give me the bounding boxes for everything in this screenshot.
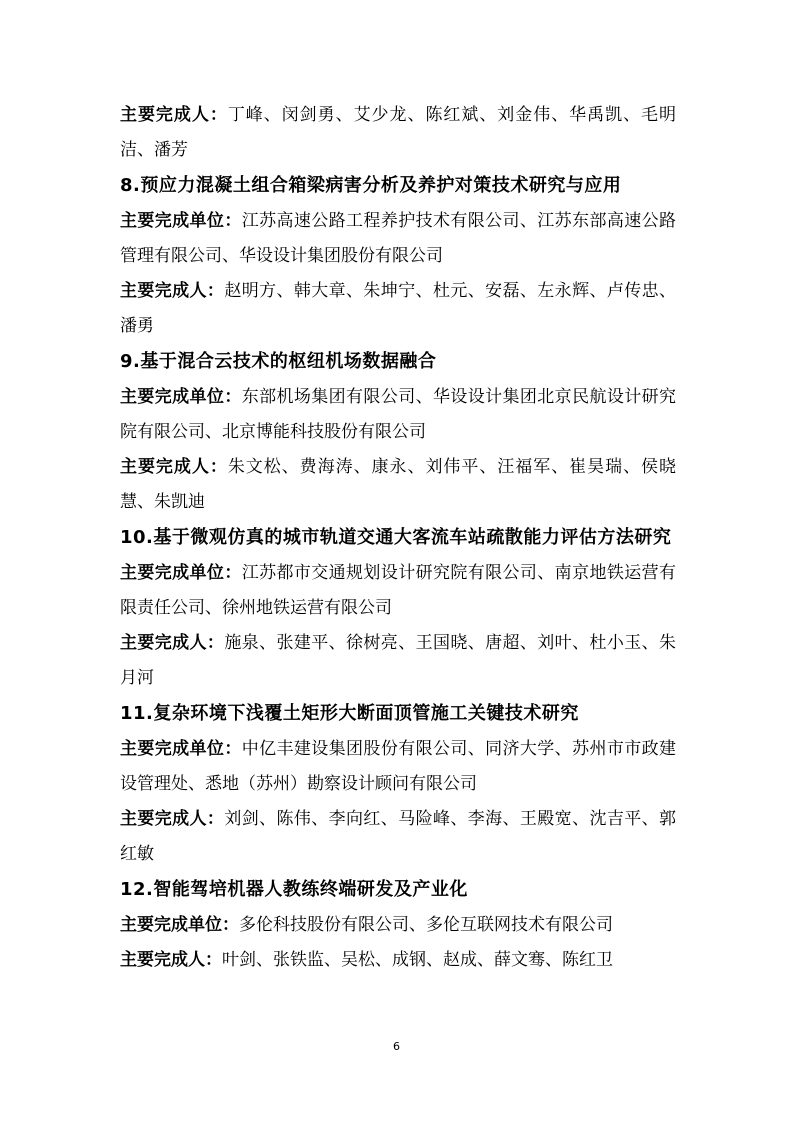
- people-list: 施泉、张建平、徐树亮、王国晓、唐超、刘叶、杜小玉、朱月河: [120, 633, 677, 688]
- page-number: 6: [393, 1040, 400, 1053]
- units-list: 中亿丰建设集团股份有限公司、同济大学、苏州市市政建设管理处、悉地（苏州）勘察设计顾问有限公司: [120, 739, 677, 794]
- entry-9-people: [120, 450, 676, 520]
- entry-8-title: 8.预应力混凝土组合箱梁病害分析及养护对策技术研究与应用: [120, 175, 622, 196]
- entry-12-units: [120, 908, 676, 943]
- entry-12-title: 12.智能驾培机器人教练终端研发及产业化: [120, 879, 468, 900]
- entry-9-title: 9.基于混合云技术的枢纽机场数据融合: [120, 351, 437, 372]
- units-label: 主要完成单位：: [120, 211, 242, 231]
- units-label: 主要完成单位：: [120, 563, 242, 583]
- people-list: 赵明方、韩大章、朱坤宁、杜元、安磊、左永辉、卢传忠、潘勇: [120, 281, 677, 336]
- entry-10-people: [120, 626, 676, 696]
- units-label: 主要完成单位：: [120, 915, 239, 935]
- people-label: 主要完成人：: [120, 633, 225, 653]
- people-label: 主要完成人：: [120, 105, 228, 125]
- people-label: 主要完成人：: [120, 950, 222, 970]
- entry-11-units: [120, 732, 676, 802]
- people-label: 主要完成人：: [120, 457, 228, 477]
- people-list: 丁峰、闵剑勇、艾少龙、陈红斌、刘金伟、华禹凯、毛明洁、潘芳: [120, 105, 677, 160]
- units-label: 主要完成单位：: [120, 739, 242, 759]
- entry-11-title: 11.复杂环境下浅覆土矩形大断面顶管施工关键技术研究: [120, 703, 579, 724]
- people-list: 朱文松、费海涛、康永、刘伟平、汪福军、崔昊瑞、侯晓慧、朱凯迪: [120, 457, 677, 512]
- entry-10-units: [120, 556, 676, 626]
- entry-11-people: [120, 802, 676, 872]
- entry-12-people: [120, 943, 676, 978]
- entry-8-units: [120, 204, 676, 274]
- units-list: 江苏高速公路工程养护技术有限公司、江苏东部高速公路管理有限公司、华设设计集团股份有限公司: [120, 211, 677, 266]
- people-list: 刘剑、陈伟、李向红、马险峰、李海、王殿宽、沈吉平、郭红敏: [120, 809, 677, 864]
- entry-9-units: [120, 380, 676, 450]
- units-list: 东部机场集团有限公司、华设设计集团北京民航设计研究院有限公司、北京博能科技股份有限公司: [120, 387, 677, 442]
- people-label: 主要完成人：: [120, 281, 225, 301]
- document-body: [120, 98, 676, 978]
- people-label: 主要完成人：: [120, 809, 225, 829]
- units-label: 主要完成单位：: [120, 387, 242, 407]
- entry-8-people: [120, 274, 676, 344]
- units-list: 多伦科技股份有限公司、多伦互联网技术有限公司: [239, 915, 613, 935]
- units-list: 江苏都市交通规划设计研究院有限公司、南京地铁运营有限责任公司、徐州地铁运营有限公司: [120, 563, 677, 618]
- entry-10-title: 10.基于微观仿真的城市轨道交通大客流车站疏散能力评估方法研究: [120, 527, 672, 548]
- entry-7-people: [120, 98, 676, 168]
- people-list: 叶剑、张铁监、吴松、成钢、赵成、薛文骞、陈红卫: [222, 950, 613, 970]
